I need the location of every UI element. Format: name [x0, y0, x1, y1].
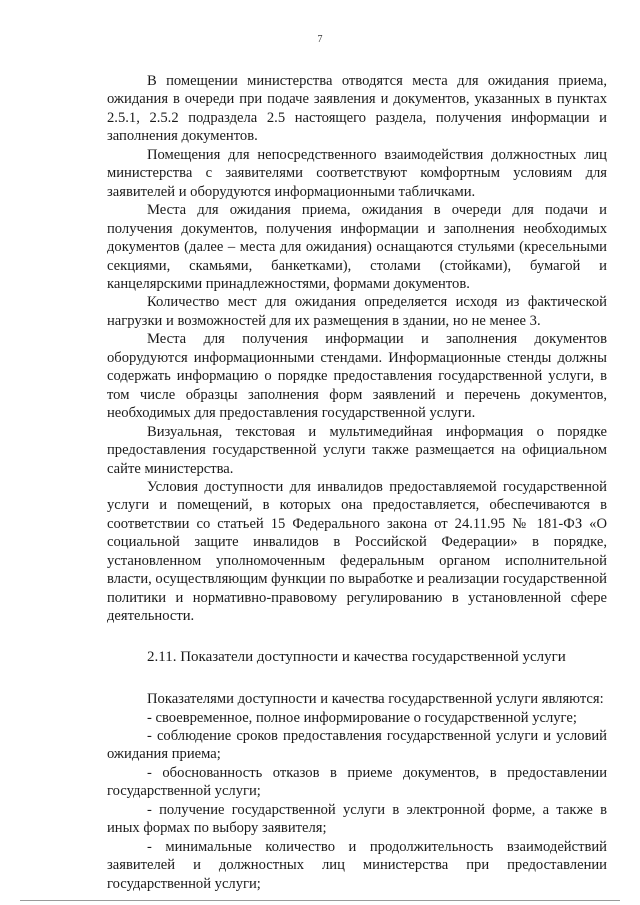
list-item: - соблюдение сроков предоставления государственной услуги и условий ожидания приема;: [107, 727, 607, 763]
section-heading: 2.11. Показатели доступности и качества государственной услуги: [147, 648, 566, 665]
paragraph: В помещении министерства отводятся места для ожидания приема, ожидания в очереди при подаче заявления и документов, указанных в пунктах 2.5.1, 2.5.2 подраздела 2.5 настоящего раздела, получения информации и заполнения документов.: [107, 73, 607, 145]
list-item: - обоснованность отказов в приеме документов, в предоставлении государственной услуги;: [107, 764, 607, 800]
paragraph: Места для получения информации и заполнения документов оборудуются информационными стендами. Информационные стенды должны содержать информацию о порядке предоставления государственной услуги, в том числе образцы заполнения форм заявлений и перечень документов, необходимых для предоставления государственной услуги.: [107, 331, 607, 422]
paragraph: Помещения для непосредственного взаимодействия должностных лиц министерства с заявителями соответствуют комфортным условиям для заявителей и оборудуются информационными табличками.: [107, 146, 607, 200]
paragraph: Места для ожидания приема, ожидания в очереди для подачи и получения документов, получения информации и заполнения необходимых документов (далее – места для ожидания) оснащаются стульями (кресельными секциями, скамьями, банкетками), столами (стойками), бумагой и канцелярскими принадлежностями, формами документов.: [107, 202, 607, 292]
list-item: - получение государственной услуги в электронной форме, а также в иных формах по выбору заявителя;: [107, 801, 607, 837]
paragraph: Визуальная, текстовая и мультимедийная информация о порядке предоставления государственной услуги также размещается на официальном сайте министерства.: [107, 423, 607, 477]
paragraph: Количество мест для ожидания определяется исходя из фактической нагрузки и возможностей для их размещения в здании, но не менее 3.: [107, 294, 607, 329]
list-item: - минимальные количество и продолжительность взаимодействий заявителей и должностных лиц министерства при предоставлении государственной услуги;: [107, 838, 607, 892]
page-bottom-edge: [20, 900, 620, 901]
list-item: - своевременное, полное информирование о государственной услуге;: [147, 709, 577, 726]
paragraph: Условия доступности для инвалидов предоставляемой государственной услуги и помещений, в которых она предоставляется, обеспечиваются в соответствии со статьей 15 Федерального закона от 24.11.95 № 181-ФЗ «О социальной защите инвалидов в Российской Федерации» в порядке, установленном уполномоченным федеральным органом исполнительной власти, осуществляющим функции по выработке и реализации государственной политики и нормативно-правовому регулированию в установленной сфере деятельности.: [107, 478, 607, 625]
indicators-intro: Показателями доступности и качества государственной услуги являются:: [147, 691, 604, 708]
page-number: 7: [317, 34, 323, 45]
document-body: [107, 72, 607, 893]
